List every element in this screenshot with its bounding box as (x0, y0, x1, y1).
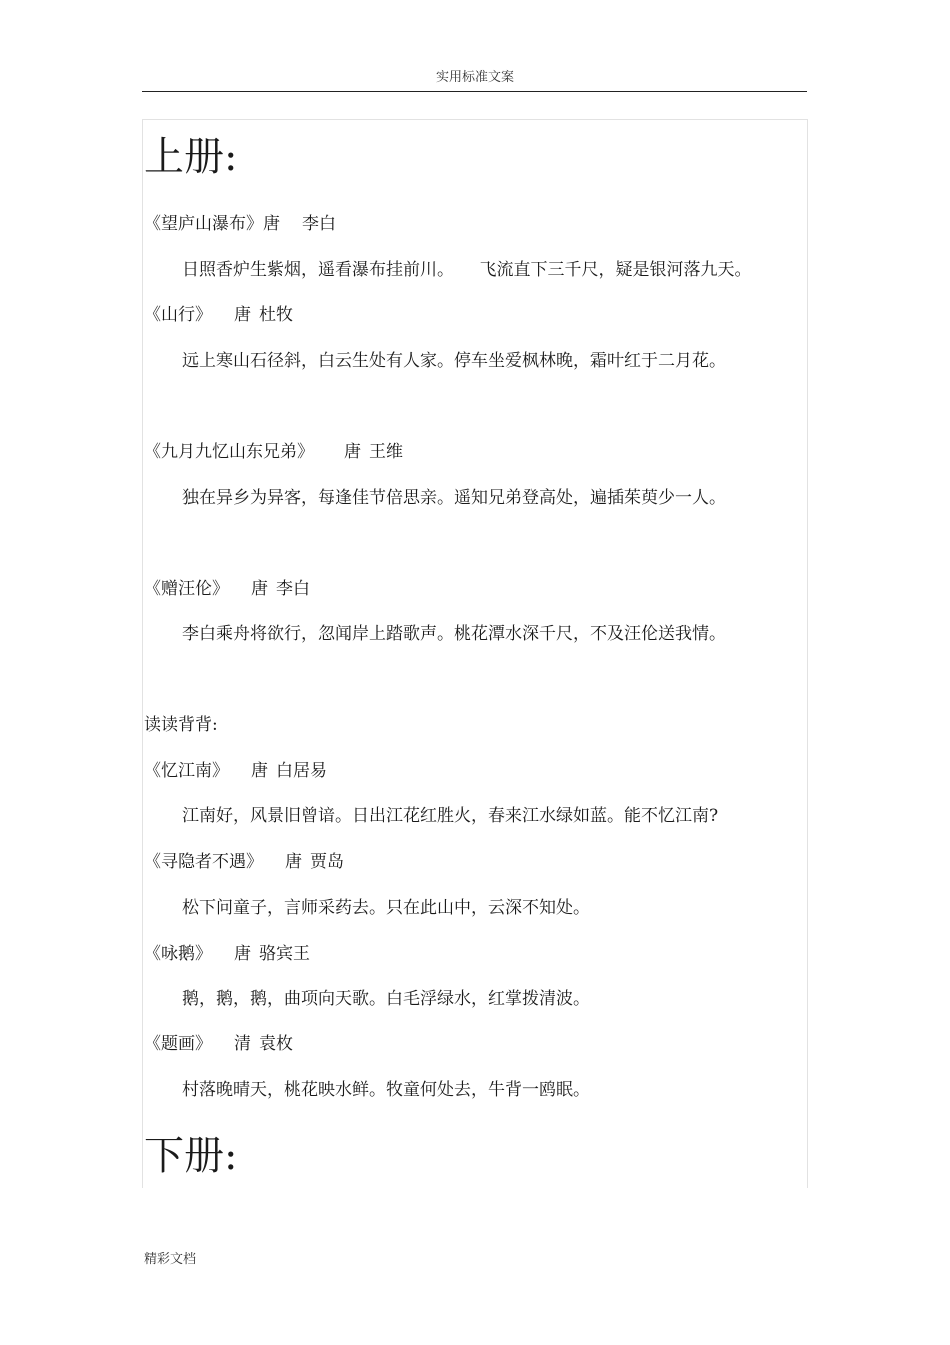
poem-title-line (144, 851, 344, 873)
poem-body: 松下问童子，言师采药去。只在此山中，云深不知处。 (182, 898, 590, 918)
poem-dynasty: 唐 (251, 579, 268, 599)
poem-author: 贾岛 (310, 852, 344, 872)
poem-body: 江南好，风景旧曾谙。日出江花红胜火，春来江水绿如蓝。能不忆江南? (182, 806, 719, 826)
poem-body: 远上寒山石径斜，白云生处有人家。停车坐爱枫林晚，霜叶红于二月花。 (182, 351, 726, 371)
poem-title-line (144, 304, 293, 326)
poem-dynasty: 清 (234, 1034, 251, 1054)
poem-title: 《题画》 (144, 1034, 212, 1054)
poem-body: 村落晚晴天，桃花映水鲜。牧童何处去，牛背一鸥眠。 (182, 1080, 590, 1100)
poem-title-line (144, 578, 310, 600)
poem-author: 骆宾王 (259, 944, 310, 964)
poem-title-line (144, 213, 336, 235)
poem-title: 《九月九忆山东兄弟》 (144, 442, 314, 462)
poem-dynasty: 唐 (344, 442, 361, 462)
poem-dynasty: 唐 (263, 214, 280, 234)
poem-title: 《望庐山瀑布》 (144, 214, 263, 234)
poem-title-line (144, 760, 327, 782)
poem-dynasty: 唐 (285, 852, 302, 872)
poem-title: 《咏鹅》 (144, 944, 212, 964)
header-divider (142, 91, 807, 92)
poem-body: 日照香炉生紫烟，遥看瀑布挂前川。 飞流直下三千尺，疑是银河落九天。 (182, 260, 752, 280)
poem-body: 鹅，鹅，鹅，曲项向天歌。白毛浮绿水，红掌拨清波。 (182, 989, 590, 1009)
poem-author: 李白 (276, 579, 310, 599)
poem-dynasty: 唐 (234, 944, 251, 964)
poem-title-line (144, 943, 310, 965)
page-header: 实用标准文案 (435, 70, 514, 85)
page-footer: 精彩文档 (144, 1252, 197, 1267)
poem-author: 杜牧 (259, 305, 293, 325)
poem-title: 《寻隐者不遇》 (144, 852, 263, 872)
poem-title-line (144, 1033, 293, 1055)
volume-title-lower: 下册: (144, 1133, 238, 1179)
poem-dynasty: 唐 (251, 761, 268, 781)
poem-title-line (144, 441, 403, 463)
poem-author: 王维 (369, 442, 403, 462)
poem-title: 《山行》 (144, 305, 212, 325)
poem-title: 《赠汪伦》 (144, 579, 229, 599)
reading-section-label: 读读背背: (144, 715, 218, 735)
poem-body: 李白乘舟将欲行，忽闻岸上踏歌声。桃花潭水深千尺，不及汪伦送我情。 (182, 624, 726, 644)
poem-author: 袁枚 (259, 1034, 293, 1054)
poem-title: 《忆江南》 (144, 761, 229, 781)
poem-body: 独在异乡为异客，每逢佳节倍思亲。遥知兄弟登高处，遍插茱萸少一人。 (182, 488, 726, 508)
poem-dynasty: 唐 (234, 305, 251, 325)
volume-title-upper: 上册: (144, 134, 238, 180)
poem-author: 李白 (302, 214, 336, 234)
poem-author: 白居易 (276, 761, 327, 781)
